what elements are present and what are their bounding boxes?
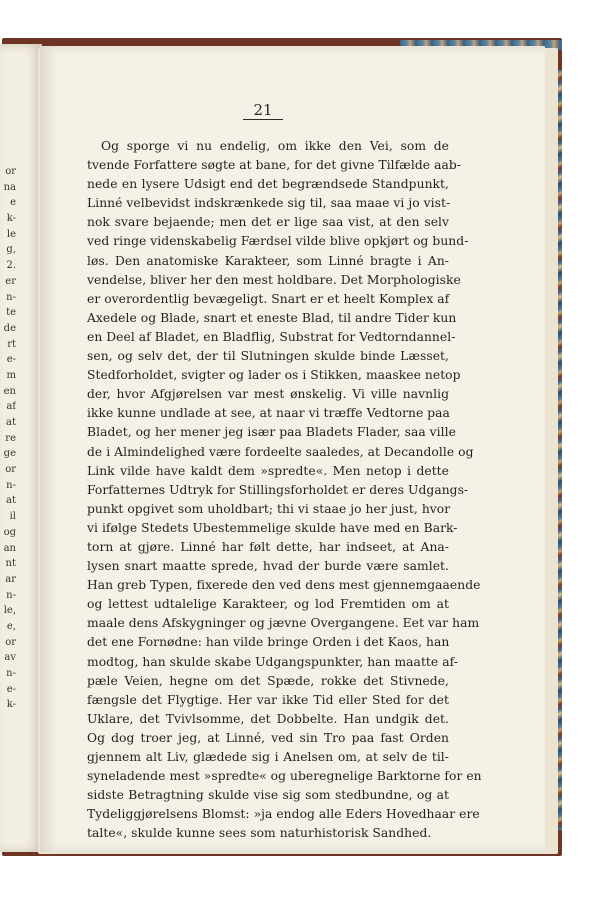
text-line: en Deel af Bladet, en Bladflig, Substrat for Vedtorndannel-: [87, 329, 456, 344]
text-line: er overordentlig bevægeligt. Snart er et heelt Komplex af: [87, 291, 450, 306]
text-line: Uklare, det Tvivlsomme, det Dobbelte. Han undgik det.: [87, 711, 449, 726]
left-text-fragment: en: [3, 385, 16, 397]
left-text-fragment: il: [9, 511, 16, 523]
text-line: Linné velbevidst indskrænkede sig til, saa maae vi jo vist-: [87, 196, 451, 211]
text-line: modtog, han skulde skabe Udgangspunkter, han maatte af-: [87, 654, 458, 669]
text-line: talte«, skulde kunne sees som naturhistorisk Sandhed.: [87, 826, 432, 841]
text-line: Bladet, og her mener jeg især paa Bladets Flader, saa ville: [87, 425, 456, 440]
left-text-fragment: an: [3, 542, 16, 554]
text-line: sidste Betragtning skulde vise sig som stedbundne, og at: [87, 788, 449, 803]
left-text-fragment: n-: [6, 479, 16, 491]
text-line: nok svare bejaende; men det er lige saa vist, at den selv: [87, 215, 449, 230]
left-text-fragment: at: [6, 495, 16, 507]
text-line: nede en lysere Udsigt end det begrændsede Standpunkt,: [87, 177, 449, 192]
text-line: syneladende mest »spredte« og uberegnelige Barktorne for en: [87, 769, 482, 784]
text-line: Forfatternes Udtryk for Stillingsforholdet er deres Udgangs-: [87, 482, 469, 497]
left-text-fragment: og: [3, 526, 16, 538]
text-line: vendelse, bliver her den mest holdbare. Det Morphologiske: [87, 272, 461, 287]
left-text-fragment: m: [6, 369, 16, 381]
text-line: gjennem alt Liv, glædede sig i Anelsen om, at selv de til-: [87, 750, 449, 764]
left-text-fragment: 2.: [6, 260, 16, 272]
text-line: ikke kunne undlade at see, at naar vi træffe Vedtorne paa: [87, 406, 450, 421]
text-line: løs. Den anatomiske Karakteer, som Linné bragte i An-: [87, 253, 449, 268]
left-text-fragment: le: [6, 228, 16, 240]
left-text-fragment: n-: [6, 589, 16, 601]
text-line: sen, og selv det, der til Slutningen skulde binde Læsset,: [87, 349, 449, 364]
left-text-fragment: na: [3, 181, 16, 193]
text-line: ved ringe videnskabelig Færdsel vilde blive opkjørt og bund-: [87, 234, 469, 249]
left-text-fragment: le,: [3, 605, 16, 617]
text-line: Tydeliggjørelsens Blomst: »ja endog alle Eders Hovedhaar ere: [87, 807, 480, 822]
left-text-fragment: at: [6, 417, 16, 428]
left-text-fragment: n-: [6, 668, 16, 679]
text-line: Link vilde have kaldt dem »spredte«. Men netop i dette: [87, 463, 449, 478]
left-text-fragment: n-: [6, 291, 16, 303]
text-line: Og dog troer jeg, at Linné, ved sin Tro paa fast Orden: [87, 730, 449, 745]
left-text-fragment: e,: [6, 620, 16, 632]
left-text-fragment: k-: [6, 213, 16, 225]
text-line: punkt opgivet som uholdbart; thi vi staae jo her just, hvor: [87, 501, 451, 516]
left-text-fragment: e-: [6, 683, 16, 695]
text-line: torn at gjøre. Linné har følt dette, har indseet, at Ana-: [87, 539, 449, 554]
page-body-text: [87, 137, 482, 843]
page-number: 21: [253, 101, 273, 119]
text-line: der, hvor Afgjørelsen var mest ønskelig. Vi ville navnlig: [87, 387, 449, 402]
left-facing-page: [0, 44, 42, 852]
text-line: Stedforholdet, svigter og lader os i Stikken, maaskee netop: [87, 368, 461, 383]
left-text-fragment: ar: [5, 573, 16, 585]
text-line: Og sporge vi nu endelig, om ikke den Vei, som de: [101, 139, 449, 153]
page-number-rule: [243, 119, 283, 120]
text-line: lysen snart maatte sprede, hvad der burde være samlet.: [87, 559, 449, 574]
left-page-text-fragments: [0, 164, 16, 713]
text-line: pæle Veien, hegne om det Spæde, rokke det Stivnede,: [87, 673, 449, 688]
left-text-fragment: te: [6, 307, 16, 319]
text-line: og lettest udtalelige Karakteer, og lod Fremtiden om at: [87, 597, 449, 612]
text-line: Han greb Typen, fixerede den ved dens mest gjennemgaaende: [87, 578, 481, 593]
left-text-fragment: de: [3, 322, 16, 334]
text-line: fængsle det Flygtige. Her var ikke Tid eller Sted for det: [87, 692, 449, 707]
left-text-fragment: or: [5, 464, 16, 476]
left-text-fragment: nt: [5, 558, 16, 570]
text-line: Axedele og Blade, snart et eneste Blad, til andre Tider kun: [87, 310, 457, 325]
left-text-fragment: af: [6, 401, 16, 413]
text-line: tvende Forfattere søgte at bane, for det givne Tilfælde aab-: [87, 158, 461, 173]
left-text-fragment: er: [5, 275, 16, 287]
left-text-fragment: e-: [6, 354, 16, 366]
left-text-fragment: av: [4, 652, 16, 664]
text-line: de i Almindelighed være fordeelte saaledes, at Decandolle og: [87, 444, 474, 459]
text-line: vi ifølge Stedets Ubestemmelige skulde have med en Bark-: [87, 520, 458, 535]
left-text-fragment: or: [5, 166, 16, 177]
text-line: det ene Fornødne: han vilde bringe Orden i det Kaos, han: [87, 635, 450, 650]
text-line: maale dens Afskygninger og jævne Overgangene. Eet var ham: [87, 616, 480, 631]
left-text-fragment: re: [5, 432, 16, 444]
left-text-fragment: rt: [7, 338, 16, 350]
left-text-fragment: or: [5, 636, 16, 648]
left-text-fragment: e: [10, 197, 16, 209]
left-text-fragment: ge: [3, 448, 16, 460]
left-text-fragment: g,: [6, 244, 16, 256]
left-text-fragment: k-: [6, 699, 16, 711]
